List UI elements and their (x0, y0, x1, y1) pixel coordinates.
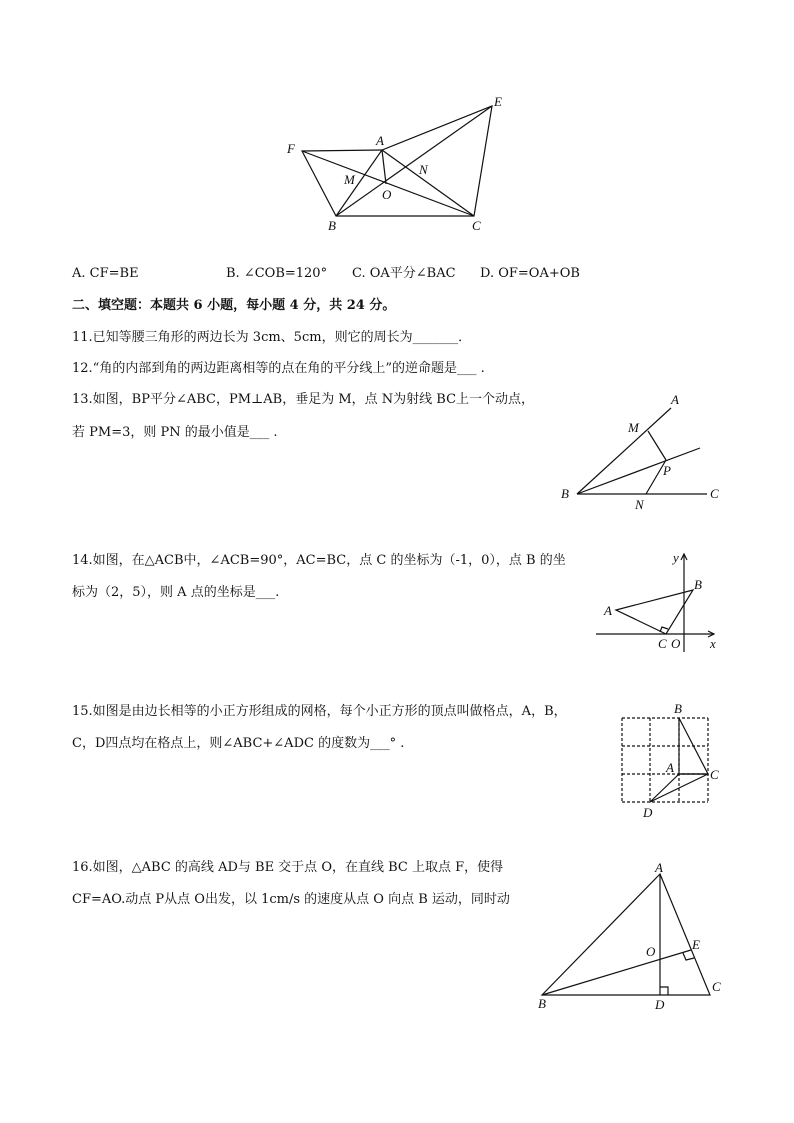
label-O: O (671, 636, 681, 651)
label-A: A (604, 603, 612, 618)
label-B: B (538, 996, 546, 1011)
seg-AC (382, 150, 474, 216)
question-13-line1: 13.如图，BP平分∠ABC，PM⊥AB，垂足为 M，点 N为射线 BC上一个动点， (72, 392, 535, 407)
q10-option-b: B. ∠COB=120° (226, 266, 328, 281)
question-11: 11.已知等腰三角形的两边长为 3cm、5cm，则它的周长为_______． (72, 330, 472, 345)
label-N: N (419, 162, 428, 177)
seg-FC (302, 151, 474, 216)
seg-EB (336, 106, 492, 216)
label-C: C (710, 767, 719, 782)
figure-q13 (555, 388, 735, 518)
figure-q10 (280, 90, 510, 240)
triangle-ABC (616, 590, 693, 634)
label-D: D (655, 997, 665, 1012)
label-A: A (655, 860, 663, 875)
dashed-grid (622, 718, 708, 802)
label-C: C (658, 636, 667, 651)
label-N: N (635, 497, 644, 512)
label-A: A (666, 760, 674, 775)
figure-q16 (530, 860, 740, 1015)
label-C: C (710, 486, 719, 501)
label-E: E (494, 94, 502, 109)
q10-option-d: D. OF=OA+OB (480, 266, 580, 281)
figure-q14 (590, 548, 730, 658)
label-C: C (472, 218, 481, 233)
right-angle-D (660, 987, 668, 995)
label-B: B (694, 577, 702, 592)
question-16-line2: CF=AO.动点 P从点 O出发，以 1cm/s 的速度从点 O 向点 B 运动，同时动 (72, 892, 510, 907)
q10-option-c: C. OA平分∠BAC (352, 266, 456, 281)
ray-BA (577, 408, 671, 494)
label-P: P (663, 463, 671, 478)
label-O: O (382, 187, 392, 202)
question-13-line2: 若 PM=3，则 PN 的最小值是___ . (72, 425, 278, 440)
question-14-line1: 14.如图，在△ACB中，∠ACB=90°，AC=BC，点 C 的坐标为（-1，0），点 B 的坐 (72, 553, 566, 568)
section-heading: 二、填空题：本题共 6 小题，每小题 4 分，共 24 分。 (72, 298, 396, 313)
question-15-line2: C，D四点均在格点上，则∠ABC+∠ADC 的度数为___° . (72, 736, 405, 751)
label-F: F (287, 141, 295, 156)
question-16-line1: 16.如图，△ABC 的高线 AD与 BE 交于点 O，在直线 BC 上取点 F，使得 (72, 860, 504, 875)
right-angle-E (683, 953, 694, 960)
label-E: E (692, 937, 700, 952)
label-D: D (643, 805, 653, 820)
label-M: M (628, 420, 639, 435)
label-B: B (561, 486, 569, 501)
seg-PM (648, 431, 666, 460)
label-C: C (712, 979, 721, 994)
figure-q15 (610, 698, 750, 828)
question-15-line1: 15.如图是由边长相等的小正方形组成的网格，每个小正方形的顶点叫做格点，A，B， (72, 704, 567, 719)
seg-AB (336, 150, 382, 216)
label-A: A (671, 392, 679, 407)
triangle-ABC (542, 874, 710, 995)
label-O: O (646, 944, 656, 959)
question-14-line2: 标为（2，5），则 A 点的坐标是___. (72, 585, 280, 600)
ray-BP (577, 448, 700, 494)
label-A: A (376, 133, 384, 148)
label-M: M (344, 172, 355, 187)
seg-AO (382, 150, 386, 184)
q10-option-a: A. CF=BE (72, 266, 139, 281)
question-12: 12.“角的内部到角的两边距离相等的点在角的平分线上”的逆命题是___ . (72, 361, 485, 376)
label-y: y (673, 550, 679, 565)
label-B: B (674, 701, 682, 716)
label-B: B (328, 218, 336, 233)
label-x: x (710, 636, 716, 651)
